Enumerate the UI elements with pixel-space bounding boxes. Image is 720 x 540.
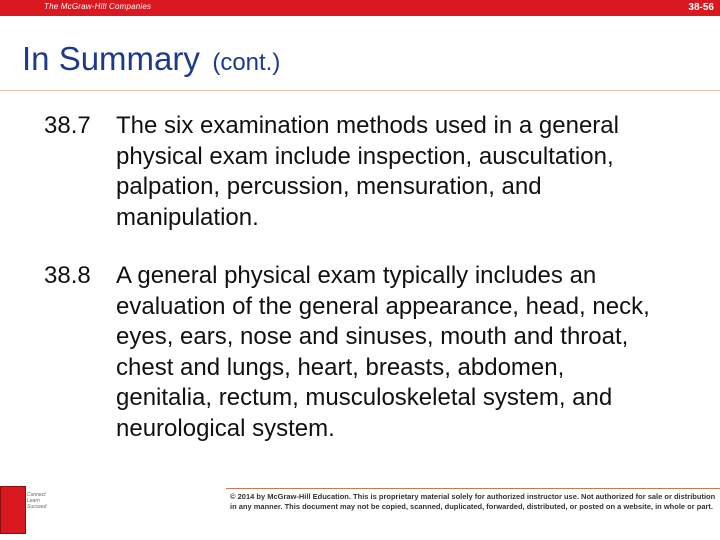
title-divider bbox=[0, 90, 720, 91]
item-text: The six examination methods used in a general physical exam include inspection, auscultation, palpation, percussion, mensuration, and manipulation. bbox=[116, 112, 619, 231]
header-bar bbox=[0, 0, 720, 16]
item-number: 38.8 bbox=[44, 262, 91, 289]
item-text: A general physical exam typically includes an evaluation of the general appearance, head, neck, eyes, ears, nose and sinuses, mouth and throat, chest and lungs, heart, breasts, abdomen, genitalia, rectum, musculoskeletal system, and neurological system. bbox=[116, 262, 650, 442]
slide-number: 38-56 bbox=[688, 2, 714, 13]
publisher-brand: The McGraw-Hill Companies bbox=[44, 2, 152, 11]
title-subtitle: (cont.) bbox=[212, 49, 281, 76]
summary-item bbox=[44, 261, 664, 444]
title-main: In Summary bbox=[22, 40, 200, 77]
slide-title bbox=[22, 40, 280, 78]
publisher-logo bbox=[0, 486, 26, 534]
footer-divider bbox=[226, 488, 720, 489]
item-number: 38.7 bbox=[44, 112, 91, 139]
summary-item bbox=[44, 111, 664, 233]
copyright-notice: © 2014 by McGraw-Hill Education. This is proprietary material solely for authorized instructor use. Not authorized for sale or distribution in any manner. This document may not be copied, scanned, duplicated, forwarded, distributed, or posted on a website, in whole or part. bbox=[230, 492, 716, 511]
logo-caption: Connect Learn Succeed bbox=[27, 492, 47, 510]
